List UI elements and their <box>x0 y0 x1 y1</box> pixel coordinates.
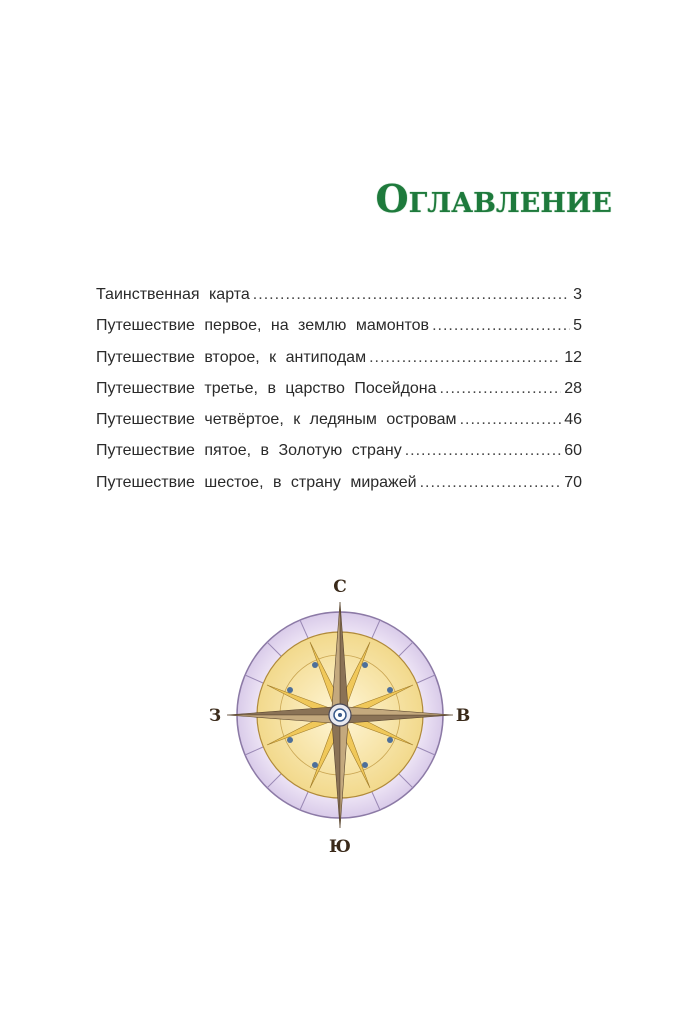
toc-entry-title: Путешествие шестое, в страну миражей <box>96 473 417 491</box>
toc-entry[interactable] <box>96 380 582 411</box>
toc-entry-title: Путешествие первое, на землю мамонтов <box>96 317 430 335</box>
toc-leader-dots <box>253 286 570 304</box>
toc-entry[interactable] <box>96 474 582 505</box>
toc-entry[interactable] <box>96 317 582 348</box>
toc-leader-dots <box>405 442 562 460</box>
compass-label-east: В <box>455 706 471 726</box>
compass-rose-icon <box>195 570 485 860</box>
toc-entry-page: 70 <box>564 473 582 491</box>
page-title: Оглавление <box>375 176 612 221</box>
toc-entry-title: Путешествие второе, к антиподам <box>96 348 367 366</box>
toc-leader-dots <box>369 349 561 367</box>
compass-rose <box>195 570 485 860</box>
toc-entry-page: 60 <box>564 442 582 460</box>
toc-entry-title: Путешествие пятое, в Золотую страну <box>96 442 402 460</box>
toc-entry-title: Путешествие четвёртое, к ледяным островам <box>96 411 457 429</box>
toc-entry-title: Путешествие третье, в царство Посейдона <box>96 379 437 397</box>
toc-leader-dots <box>460 411 562 429</box>
toc-entry[interactable] <box>96 442 582 473</box>
toc-entry-title: Таинственная карта <box>96 286 250 303</box>
table-of-contents <box>96 286 582 505</box>
compass-label-north: С <box>333 577 347 597</box>
toc-entry[interactable] <box>96 286 582 317</box>
toc-entry-page: 5 <box>573 317 582 335</box>
compass-label-south: Ю <box>329 837 351 857</box>
toc-leader-dots <box>420 474 562 492</box>
toc-entry-page: 46 <box>564 411 582 429</box>
toc-entry-page: 28 <box>564 379 582 397</box>
toc-entry-page: 3 <box>573 286 582 303</box>
toc-entry[interactable] <box>96 349 582 380</box>
toc-leader-dots <box>440 380 562 398</box>
toc-entry[interactable] <box>96 411 582 442</box>
compass-label-west: З <box>208 706 222 726</box>
toc-entry-page: 12 <box>564 348 582 366</box>
toc-leader-dots <box>432 317 570 335</box>
